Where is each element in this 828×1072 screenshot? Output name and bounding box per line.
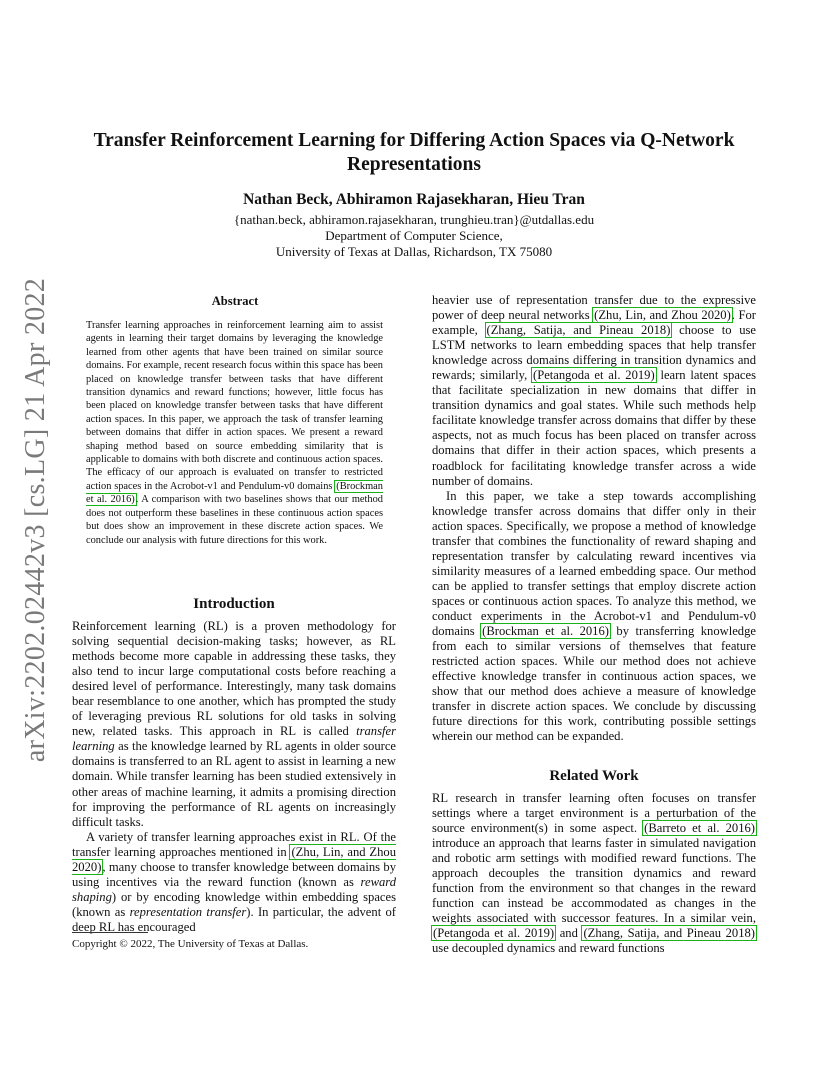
- paper-title: Transfer Reinforcement Learning for Differing Action Spaces via Q-Network Representations: [93, 130, 735, 175]
- intro-paragraph-1: Reinforcement learning (RL) is a proven methodology for solving sequential decision-making tasks; however, as RL methods become more capable in addressing these tasks, they also tend to incur large computational costs before reaching a desired level of performance. Interestingly, many task domains bear resemblance to one another, which has prompted the study of leveraging previous RL solutions for old tasks in solving new, related tasks. This approach in RL is called transfer learning as the knowledge learned by RL agents in older source domains is transferred to an RL agent to assist in learning a new domain. While transfer learning has been studied extensively in other areas of machine learning, it admits a promising direction for improving the performance of RL agents on increasingly difficult tasks.: [72, 619, 396, 829]
- arxiv-identifier-text: arXiv:2202.02442v3 [cs.LG] 21 Apr 2022: [20, 277, 52, 763]
- related-paragraph-1: RL research in transfer learning often focuses on transfer settings where a target environment is a perturbation of the source environment(s) in some aspect. (Barreto et al. 2016) introduce an approach that learns faster in simulated navigation and robotic arm settings with modified reward functions. The approach decouples the transition dynamics and reward function from the environment so that changes in the reward function can instead be accommodated as changes in the weights associated with successor features. In a similar vein, (Petangoda et al. 2019) and (Zhang, Satija, and Pineau 2018) use decoupled dynamics and reward functions: [432, 791, 756, 956]
- department: Department of Computer Science,: [325, 228, 503, 243]
- introduction-heading: Introduction: [193, 596, 275, 612]
- introduction-body-right: [432, 293, 756, 744]
- citation-link[interactable]: (Zhu, Lin, and Zhou 2020): [72, 844, 396, 874]
- affiliation-block: [70, 212, 758, 260]
- citation-link[interactable]: (Zhang, Satija, and Pineau 2018): [583, 926, 756, 941]
- author-list: Nathan Beck, Abhiramon Rajasekharan, Hieu Tran: [243, 191, 585, 208]
- author-emails: {nathan.beck, abhiramon.rajasekharan, trunghieu.tran}@utdallas.edu: [233, 212, 595, 227]
- intro-paragraph-2: A variety of transfer learning approaches exist in RL. Of the transfer learning approaches mentioned in (Zhu, Lin, and Zhou 2020), many choose to transfer knowledge between domains by using incentives via the reward function (known as reward shaping) or by encoding knowledge within embedding spaces (known as representation transfer). In particular, the advent of deep RL has encouraged: [72, 829, 396, 934]
- citation-link[interactable]: (Brockman et al. 2016): [86, 480, 383, 506]
- citation-link[interactable]: (Petangoda et al. 2019): [433, 926, 555, 941]
- abstract-heading: Abstract: [211, 294, 259, 308]
- abstract-body: Transfer learning approaches in reinforcement learning aim to assist agents in learning their target domains by leveraging the knowledge learned from other agents that have been trained on similar source domains. For example, recent research focus within this space has been placed on knowledge transfer between tasks that have different transition dynamics and reward functions; however, little focus has been placed on knowledge transfer between tasks that have different action spaces. In this paper, we approach the task of transfer learning between domains that differ in action spaces. We present a reward shaping method based on source embedding similarity that is applicable to domains with both discrete and continuous action spaces. The efficacy of our approach is evaluated on transfer to restricted action spaces in the Acrobot-v1 and Pendulum-v0 domains (Brockman et al. 2016). A comparison with two baselines shows that our method does not outperform these baselines in these continuous action spaces but does show an improvement in these discrete action spaces. We conclude our analysis with future directions for this work.: [86, 320, 383, 546]
- intro-paragraph-3: heavier use of representation transfer due to the expressive power of deep neural networks (Zhu, Lin, and Zhou 2020). For example, (Zhang, Satija, and Pineau 2018) choose to use LSTM networks to learn embedding spaces that help transfer knowledge across domains differing in transition dynamics and rewards; similarly, (Petangoda et al. 2019) learn latent spaces that facilitate specialization in new domains that differ in transition dynamics and goal states. While such methods help facilitate knowledge transfer across domains that differ by these aspects, not as much focus has been placed on transfer across domains that differ in their action spaces, which presents a roadblock for facilitating knowledge transfer across a wide number of domains.: [432, 293, 756, 488]
- introduction-body-left: [72, 619, 396, 935]
- citation-link[interactable]: (Barreto et al. 2016): [644, 821, 756, 836]
- intro-paragraph-4: In this paper, we take a step towards accomplishing knowledge transfer across domains that differ only in their action spaces. Specifically, we propose a method of knowledge transfer that combines the functionality of reward shaping and representation transfer by calculating reward incentives via similarity measures of a learned embedding space. Our method can be applied to transfer settings that employ discrete action spaces or continuous action spaces. To analyze this method, we conduct experiments in the Acrobot-v1 and Pendulum-v0 domains (Brockman et al. 2016) by transferring knowledge from each to similar versions of themselves that feature restricted action spaces. While our method does not achieve effective knowledge transfer in continuous action spaces, we show that our method does achieve a measure of knowledge transfer in discrete action spaces. We conclude by discussing future directions for this work, contributing possible settings wherein our method can be expanded.: [432, 488, 756, 744]
- citation-link[interactable]: (Petangoda et al. 2019): [533, 368, 655, 383]
- footnote-rule: [72, 932, 148, 933]
- related-work-heading: Related Work: [549, 768, 639, 784]
- citation-link[interactable]: (Brockman et al. 2016): [482, 624, 609, 639]
- arxiv-identifier: [18, 277, 54, 763]
- citation-link[interactable]: (Zhu, Lin, and Zhou 2020): [594, 308, 731, 323]
- copyright-footnote: Copyright © 2022, The University of Texas at Dallas.: [72, 938, 309, 950]
- related-work-body: [432, 791, 756, 957]
- university: University of Texas at Dallas, Richardson, TX 75080: [275, 244, 553, 259]
- citation-link[interactable]: (Zhang, Satija, and Pineau 2018): [486, 323, 671, 338]
